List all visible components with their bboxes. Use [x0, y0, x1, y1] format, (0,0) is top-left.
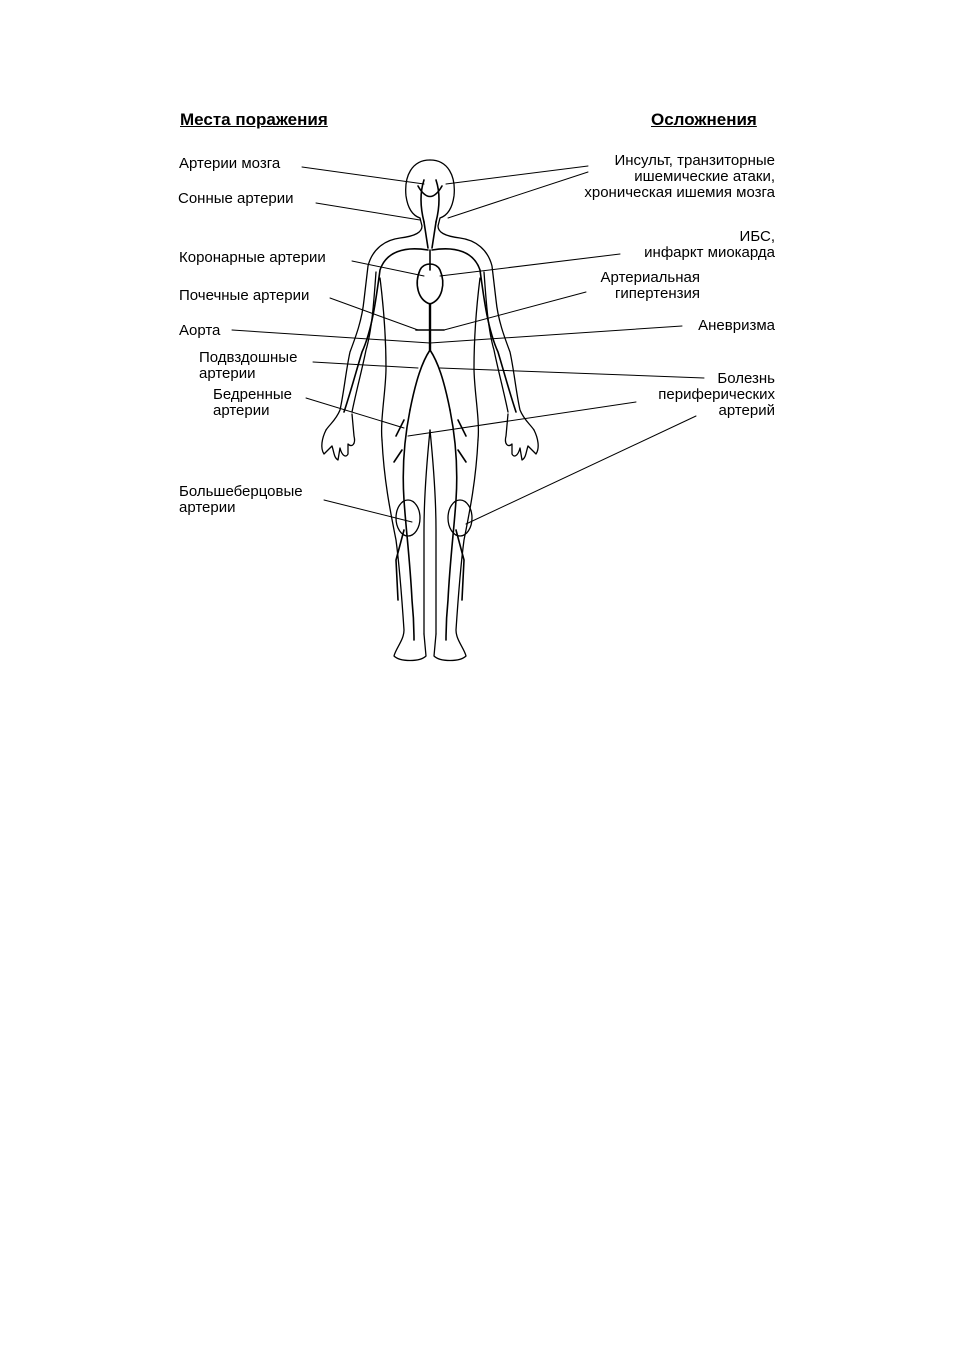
label-iliac-arteries [199, 350, 297, 382]
label-ihd-line2: инфаркт миокарда [644, 244, 775, 261]
label-renal-arteries: Почечные артерии [179, 287, 310, 304]
label-tibial-line2: артерии [179, 499, 236, 516]
label-hypertension-line1: Артериальная [600, 269, 700, 286]
label-femoral-arteries [213, 387, 292, 419]
label-carotid-arteries: Сонные артерии [178, 190, 294, 207]
complications-heading: Осложнения [651, 110, 757, 129]
label-tibial-arteries [179, 484, 303, 516]
label-pad-line3: артерий [718, 402, 775, 419]
label-iliac-line2: артерии [199, 365, 256, 382]
label-pad-line1: Болезнь [717, 370, 775, 387]
label-stroke-line3: хроническая ишемия мозга [584, 184, 775, 201]
label-ihd [644, 229, 775, 261]
site-leader-lines [232, 167, 430, 522]
label-iliac-line1: Подвздошные [199, 349, 298, 366]
label-hypertension-line2: гипертензия [614, 285, 700, 302]
label-stroke-line2: ишемические атаки, [634, 168, 775, 185]
label-aorta: Аорта [179, 322, 221, 339]
label-stroke [584, 153, 775, 201]
label-femoral-line2: артерии [213, 402, 270, 419]
label-coronary-arteries: Коронарные артерии [179, 249, 326, 266]
arterial-tree [344, 180, 516, 640]
label-pad-line2: периферических [658, 386, 775, 403]
sites-heading: Места поражения [180, 110, 328, 129]
label-ihd-line1: ИБС, [739, 228, 775, 245]
label-pad [658, 371, 775, 419]
complication-leader-lines [408, 166, 704, 524]
label-stroke-line1: Инсульт, транзиторные [614, 152, 775, 169]
label-femoral-line1: Бедренные [213, 386, 292, 403]
body-outline [322, 160, 538, 661]
label-hypertension [601, 270, 700, 302]
label-tibial-line1: Большеберцовые [179, 483, 303, 500]
label-brain-arteries: Артерии мозга [179, 155, 281, 172]
label-aneurysm: Аневризма [698, 317, 775, 334]
